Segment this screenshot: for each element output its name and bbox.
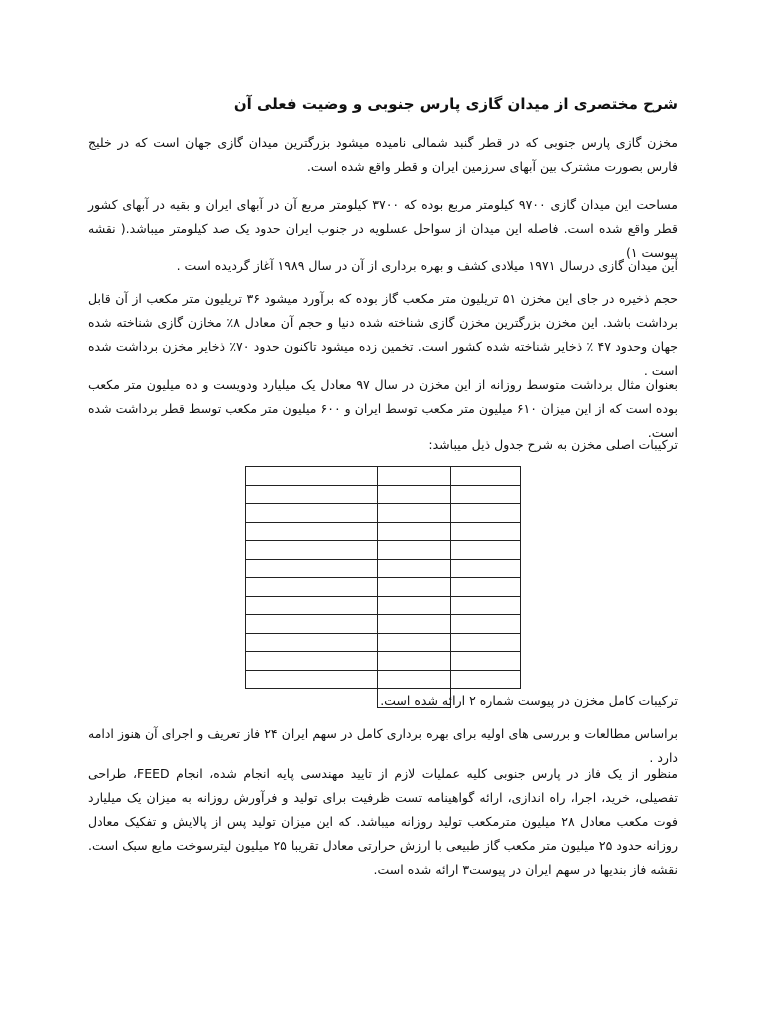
paragraph-table-note: ترکیبات کامل مخزن در پیوست شماره ۲ ارائه شده است. [380,693,678,708]
table-row [246,522,521,541]
table-cell [378,504,451,523]
table-cell [451,522,521,541]
table-cell [451,485,521,504]
table-cell [378,522,451,541]
table-cell [378,578,451,597]
table-cell [246,615,378,634]
table-row [246,670,521,689]
page-title: شرح مختصری از میدان گازی پارس جنوبی و وضیت فعلی آن [233,95,678,113]
table-cell [451,467,521,486]
paragraph-phases: براساس مطالعات و بررسی های اولیه برای بهره برداری کامل در سهم ایران ۲۴ فاز تعریف و اجرای آن هنوز ادامه دارد . [88,726,678,765]
table-cell [451,578,521,597]
table-row [246,559,521,578]
table-cell [451,615,521,634]
paragraph-phase-definition: منظور از یک فاز در پارس جنوبی کلیه عملیات لازم از تایید مهندسی پایه انجام شده، انجام FEED، طراحی تفصیلی، خرید، اجرا، راه اندازی، ارائه گواهینامه تست ظرفیت برای تولید و فرآورش روزانه به میزان یک میلیارد فوت مکعب معادل ۲۸ میلیون مترمکعب تولید روزانه میباشد. که این میزان تولید پس از پالایش و تفکیک معادل روزانه حدود ۲۵ میلیون متر مکعب گاز طبیعی با ارزش حرارتی معادل تقریبا ۲۵ میلیون لیترسوخت مایع سبک است. نقشه فاز بندیها در سهم ایران در پیوست۳ ارائه شده است. [88,766,678,877]
table-cell [246,596,378,615]
table-cell [246,670,378,689]
table-cell [246,522,378,541]
table-cell [378,485,451,504]
table-cell [451,652,521,671]
table-row [246,633,521,652]
table-cell [378,670,451,689]
table-cell [451,670,521,689]
table-cell [246,504,378,523]
table-cell [246,652,378,671]
paragraph-discovery: این میدان گازی درسال ۱۹۷۱ میلادی کشف و بهره برداری از آن در سال ۱۹۸۹ آغاز گردیده است . [176,258,678,273]
table-cell [451,541,521,560]
table-cell [246,467,378,486]
paragraph-table-intro: ترکیبات اصلی مخزن به شرح جدول ذیل میباشد: [428,437,678,452]
table-cell [246,559,378,578]
paragraph-area: مساحت این میدان گازی ۹۷۰۰ کیلومتر مربع بوده که ۳۷۰۰ کیلومتر مربع آن در آبهای ایران و بقیه در آبهای کشور قطر واقع شده است. فاصله این میدان از سواحل عسلویه در جنوب ایران حدود یک صد کیلومتر میباشد.( نقشه پیوست ۱) [88,197,679,260]
table-row [246,485,521,504]
paragraph-intro: مخزن گازی پارس جنوبی که در قطر گنبد شمالی نامیده میشود بزرگترین میدان گازی جهان است که در خلیج فارس بصورت مشترک بین آبهای سرزمین ایران و قطر واقع شده است. [88,135,678,174]
paragraph-production: بعنوان مثال برداشت متوسط روزانه از این مخزن در سال ۹۷ معادل یک میلیارد ودویست و ده میلیون متر مکعب بوده است که از این میزان ۶۱۰ میلیون متر مکعب توسط ایران و ۶۰۰ میلیون متر مکعب توسط قطر برداشت شده است. [88,377,678,440]
composition-table [245,466,521,708]
table-cell [246,633,378,652]
table-cell [246,485,378,504]
table-cell [378,596,451,615]
table-cell [378,633,451,652]
composition-table-body [246,467,521,708]
table-row [246,578,521,597]
table-row [246,596,521,615]
table-cell [451,559,521,578]
table-row [246,615,521,634]
table-cell [246,541,378,560]
table-cell [378,541,451,560]
table-cell [378,467,451,486]
table-cell [451,633,521,652]
table-row [246,541,521,560]
table-row [246,504,521,523]
table-row [246,652,521,671]
table-cell [451,596,521,615]
table-cell [451,504,521,523]
paragraph-reserves: حجم ذخیره در جای این مخزن ۵۱ تریلیون متر مکعب گاز بوده که برآورد میشود ۳۶ تریلیون متر مکعب از آن قابل برداشت باشد. این مخزن بزرگترین مخزن گازی شناخته شده دنیا و حجم آن معادل ۸٪ مخازن گازی شناخته شده جهان وحدود ۴۷ ٪ ذخایر شناخته شده کشور است. تخمین زده میشود تاکنون حدود ۷۰٪ ذخایر مخزن برداشت شده است . [88,291,678,378]
table-cell [378,615,451,634]
table-row [246,467,521,486]
table-cell [378,652,451,671]
table-cell [378,559,451,578]
table-cell [246,578,378,597]
